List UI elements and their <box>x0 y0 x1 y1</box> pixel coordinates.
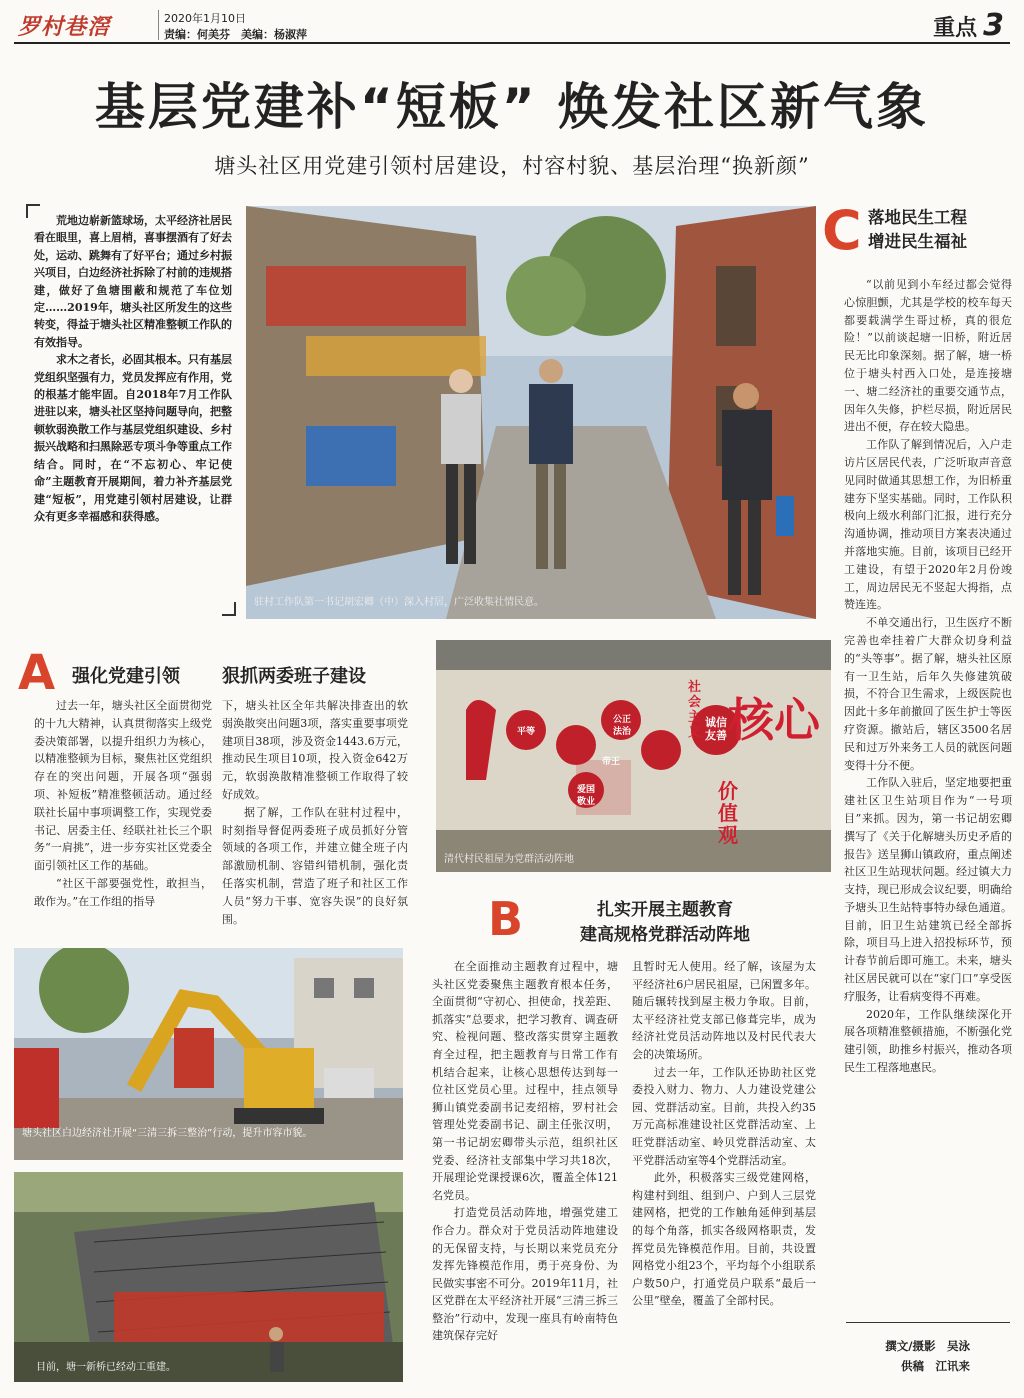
section-b-col1 <box>432 958 618 1345</box>
wall-slogan-socialism: 社会主义 <box>688 680 702 740</box>
wall-photo <box>436 640 831 872</box>
section-b-paragraph: 打造党员活动阵地，增强党建工作合力。群众对于党员活动阵地建设的无保留支持，与长期以来党员充分发挥先锋模范作用，勇于亮身份、为民做实事密不可分。2019年11月，社区党群在太平经济社开展“三清三拆三整治”行动中，发现一座具有岭南特色建筑保存完好 <box>432 1206 618 1343</box>
issue-date: 2020年1月10日 <box>164 12 246 25</box>
street-photo-caption: 驻村工作队第一书记胡宏卿（中）深入村居，广泛收集社情民意。 <box>254 597 544 608</box>
section-a-paragraph: 下，塘头社区全年共解决排查出的软弱涣散突出问题3项，落实重要事项党建项目38项，涉及资金1443.6万元，推动民生项目10项，投入资金642万元，软弱涣散精准整顿工作取得了较好成效。 <box>222 699 408 801</box>
section-b-col2 <box>632 958 816 1310</box>
section-c-body <box>844 276 1012 1077</box>
section-b-paragraph: 在全面推动主题教育过程中，塘头社区党委聚焦主题教育根本任务，全面贯彻“守初心、担使命，找差距、抓落实”总要求，把学习教育、调查研究、检视问题、整改落实贯穿主题教育全过程，把主题教育与日常工作有机结合起来，让核心思想传达到每一位社区党员心里。过程中，挂点领导狮山镇党委副书记麦绍榕，罗村社会管理处党委副书记、副主任张汉明，第一书记胡宏卿带头示范，组织社区党委、经济社支部集中学习共18次，开展理论党课授课6次，覆盖全体121名党员。 <box>432 960 618 1202</box>
subheadline: 塘头社区用党建引领村居建设，村容村貌、基层治理“换新颜” <box>214 154 810 178</box>
lead-text <box>34 212 232 525</box>
section-c-paragraph: 不单交通出行，卫生医疗不断完善也牵挂着广大群众切身利益的“头等事”。据了解，塘头社区原有一卫生站，后年久失修建筑破损，不符合卫生需求，上级医院也因此十多年前撤回了医生护士等医疗资源。撤站后，辖区3500名居民和过万外来务工人员的就医问题变得十分不便。 <box>844 616 1012 772</box>
credit-source: 供稿 江讯来 <box>901 1359 970 1373</box>
section-b-paragraph: 此外，积极落实三级党建网格，构建村到组、组到户、户到人三层党建网格，把党的工作触角延伸到基层的每个角落，抓实各级网格职责，发挥党员先锋模范作用。目前，共设置网格党小组23个，平均每个小组联系户数50户，打通党员户联系“最后一公里”壁垒，覆盖了全部村民。 <box>632 1171 816 1308</box>
section-b-title <box>550 898 780 948</box>
section-c-paragraph: “以前见到小车经过都会觉得心惊胆颤，尤其是学校的校车每天都要载满学生哥过桥，真的很危险！”以前谈起塘一旧桥，附近居民无比印象深刻。据了解，塘一桥位于塘头村西入口处，是连接塘一、塘二经济社的重要交通节点，因年久失修，护栏尽损，附近居民进出不便，存在较大隐患。 <box>844 278 1012 434</box>
page-number: 3 <box>983 8 1004 43</box>
bridge-photo-image <box>14 1172 403 1382</box>
section-c-title-line1: 落地民生工程 <box>868 208 967 227</box>
wall-photo-image <box>436 640 831 872</box>
section-a-col1 <box>34 697 212 911</box>
bridge-photo <box>14 1172 403 1382</box>
section-a-paragraph: “社区干部要强党性，敢担当，敢作为。”在工作组的指导 <box>34 876 212 908</box>
wall-slogan-core: 核心 <box>728 693 820 747</box>
section-b-paragraph: 过去一年，工作队还协助社区党委投入财力、物力、人力建设党建公园、党群活动室。目前，共投入约35万元高标准建设社区党群活动室、上旺党群活动室、岭贝党群活动室、太平党群活动室等4个党群活动室。 <box>632 1065 816 1167</box>
masthead <box>14 6 1010 44</box>
section-name: 重点 <box>933 16 978 41</box>
masthead-divider <box>158 10 159 40</box>
bridge-photo-caption: 目前，塘一新桥已经动工重建。 <box>36 1362 176 1373</box>
section-a-col2 <box>222 697 408 928</box>
section-a-paragraph: 据了解，工作队在驻村过程中，时刻指导督促两委班子成员抓好分管领域的各项工作，并建立健全班子内部激励机制、容错纠错机制，强化责任落实机制，营造了班子和社区工作人员“努力干事、宽容失误”的良好氛围。 <box>222 805 408 926</box>
section-b-letter: B <box>488 892 524 946</box>
wall-photo-caption: 清代村民祖屋为党群活动阵地 <box>444 854 574 865</box>
credits-rule <box>846 1322 1010 1323</box>
section-a-title-left: 强化党建引领 <box>72 666 180 687</box>
section-a-letter: A <box>18 645 56 701</box>
wall-sign-gate: 帝王 <box>602 757 621 767</box>
section-b-paragraph: 且暂时无人使用。经了解，该屋为太平经济社6户居民祖屋，已闲置多年。随后辗转找到屋主极力争取。目前，太平经济社党支部已修葺完毕，成为经济社党员活动阵地以及村民代表大会的决策场所。 <box>632 960 816 1061</box>
section-c-paragraph: 工作队了解到情况后，入户走访片区居民代表，广泛听取声音意见同时做通其思想工作，为旧桥重建夯下坚实基础。同时，工作队积极向上级水利部门汇报，进行充分沟通协调，推动项目方案表决通过并落地实施。目前，该项目已经开工建设，有望于2020年2月份竣工，周边居民无不竖起大拇指，点赞连连。 <box>844 438 1012 612</box>
excavator-photo <box>14 948 403 1160</box>
section-c-title-line2: 增进民生福祉 <box>868 232 967 251</box>
paper-logo: 罗村巷滘 <box>18 14 111 40</box>
headline: 基层党建补“短板” 焕发社区新气象 <box>94 78 930 136</box>
section-label <box>933 8 1004 43</box>
lead-paragraph: 荒地边崭新篮球场，太平经济社居民看在眼里，喜上眉梢，喜事摆酒有了好去处，运动、跳舞有了好平台；通过乡村振兴项目，白边经济社拆除了村前的违规搭建，做好了鱼塘围蔽和规范了车位划定……2019年，塘头社区所发生的这些转变，得益于塘头社区精准整顿工作队的有效指导。 <box>34 214 232 349</box>
credit-author: 撰文/摄影 吴泳 <box>885 1339 970 1353</box>
lead-bracket-bottom <box>222 602 236 616</box>
section-b-title-line2: 建高规格党群活动阵地 <box>580 925 750 945</box>
editor-credits: 责编：何美芬 美编：杨淑萍 <box>164 28 307 41</box>
section-c-paragraph: 2020年，工作队继续深化开展各项精准整顿措施，不断强化党建引领，助推乡村振兴，推动各项民生工程落地惠民。 <box>844 1007 1012 1075</box>
wall-slogan-values: 价值观 <box>718 779 738 847</box>
wall-value-aiguo: 爱国 敬业 <box>576 785 595 807</box>
wall-value-gongzheng: 公正 法治 <box>612 715 631 737</box>
section-a-paragraph: 过去一年，塘头社区全面贯彻党的十九大精神，认真贯彻落实上级党委决策部署，以提升组织力为核心，以精准整顿为目标，聚焦社区党组织存在的突出问题，开展各项“强弱项、补短板”精准整顿活动。通过经联社长届中事项调整工作，实现党委书记、居委主任、经联社社长三个职务“一肩挑”，进一步夯实社区党委全面引领社区工作的基础。 <box>34 699 212 873</box>
wall-value-pingdeng: 平等 <box>516 727 535 737</box>
section-c-letter: C <box>822 199 862 262</box>
street-photo-image <box>246 206 816 619</box>
street-photo <box>246 206 816 619</box>
credits <box>846 1336 970 1376</box>
wall-value-chengxin: 诚信 友善 <box>705 716 727 742</box>
excavator-photo-caption: 塘头社区白边经济社开展“三清三拆三整治”行动，提升市容市貌。 <box>22 1128 313 1139</box>
section-b-title-line1: 扎实开展主题教育 <box>597 900 733 920</box>
section-c-paragraph: 工作队入驻后，坚定地要把重建社区卫生站项目作为“一号项目”来抓。因为，第一书记胡宏卿撰写了《关于化解塘头历史矛盾的报告》送呈狮山镇政府，重点阐述社区卫生站现状问题。经过镇大力支持，现已形成会议纪要，明确给予塘头卫生站特事特办绿色通道。目前，旧卫生站建筑已经全部拆除，项目马上进入招投标环节，预计春节前后即可施工。未来，塘头社区居民就可以在“家门口”享受医疗服务，让看病变得不再难。 <box>844 776 1012 1003</box>
section-a-title-right: 狠抓两委班子建设 <box>222 666 366 687</box>
section-c-title <box>868 206 967 254</box>
lead-paragraph: 求木之者长，必固其根本。只有基层党组织坚强有力，党员发挥应有作用，党的根基才能牢固。自2018年7月工作队进驻以来，塘头社区坚持问题导向，把整顿软弱涣散工作与基层党组织建设、乡村振兴战略和扫黑除恶专项斗争等重点工作结合。同时，在“不忘初心、牢记使命”主题教育开展期间，着力补齐基层党建“短板”，用党建引领村居建设，让群众有更多幸福感和获得感。 <box>34 353 232 523</box>
